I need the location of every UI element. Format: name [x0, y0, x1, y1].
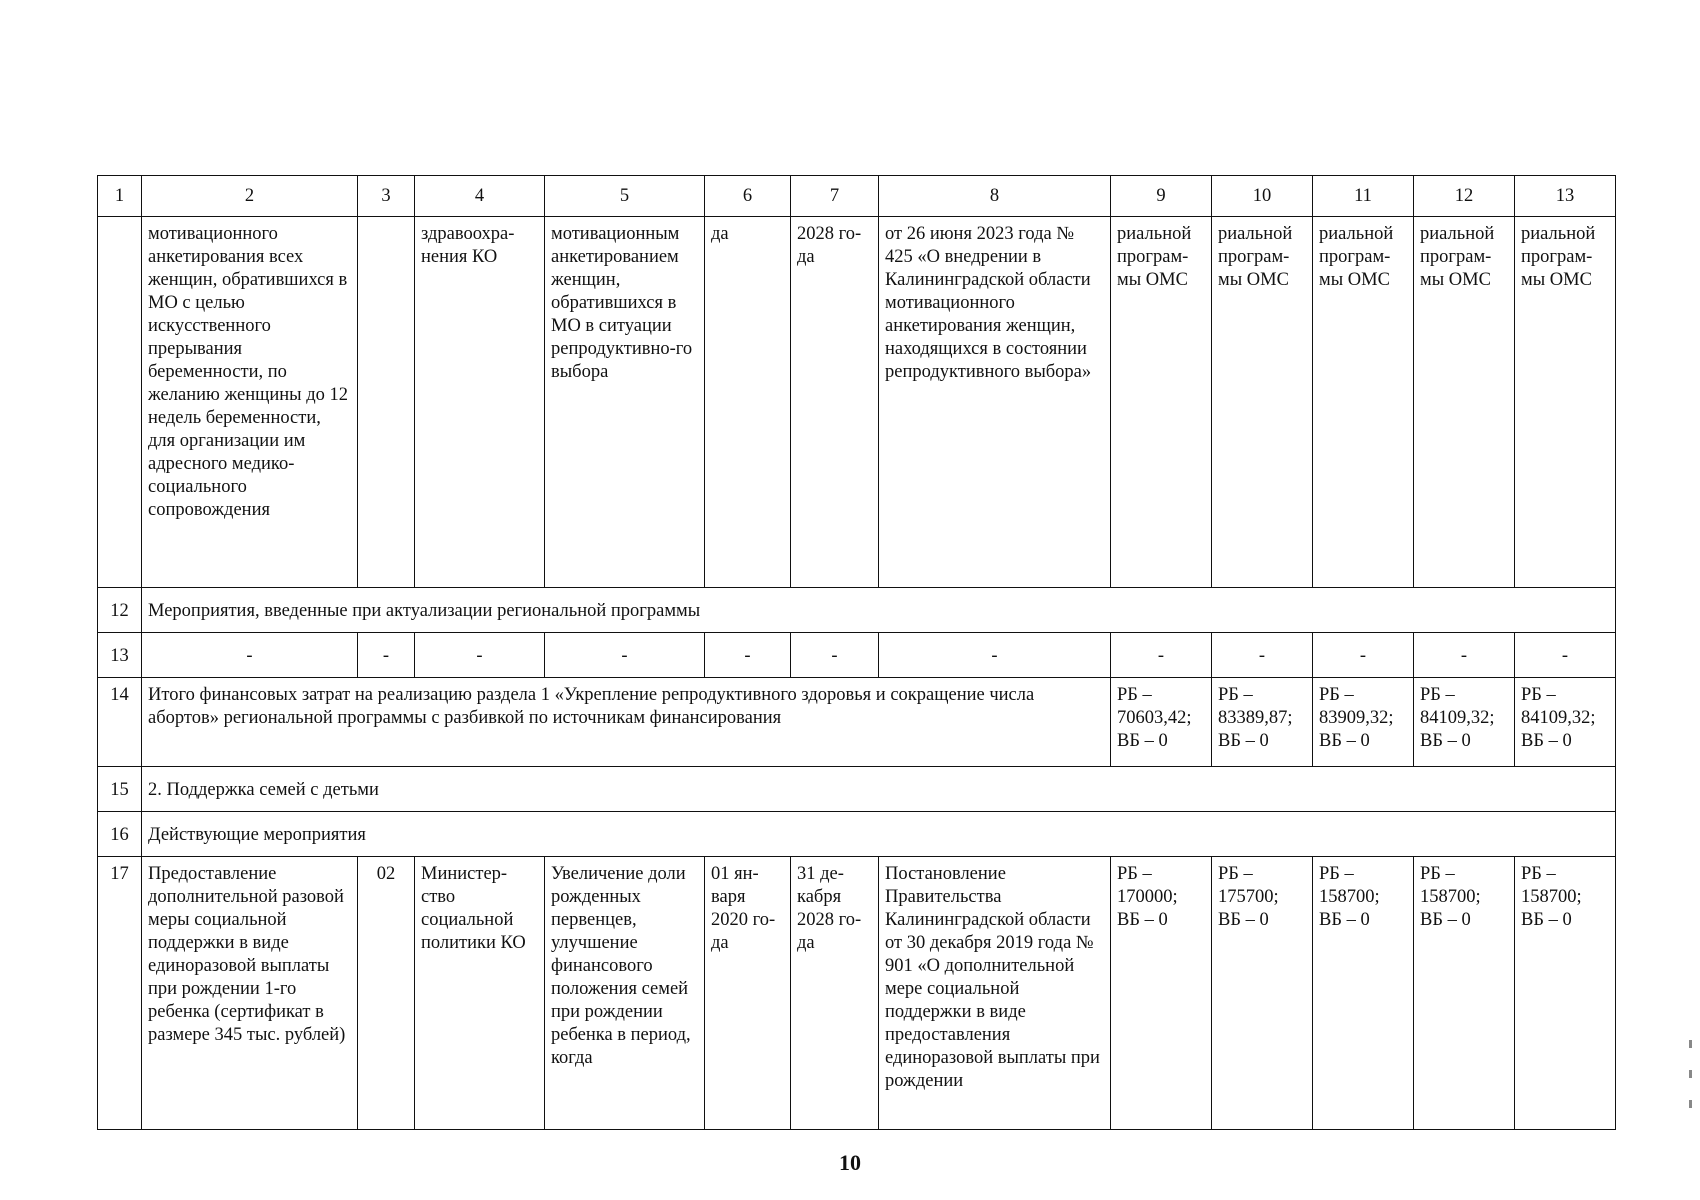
row-number-cell: 16 — [98, 812, 142, 857]
dash-cell: - — [358, 633, 415, 678]
funding-cell-13: риальной програм-мы ОМС — [1515, 217, 1616, 588]
funding-cell-10: риальной програм-мы ОМС — [1212, 217, 1313, 588]
row-number-cell: 14 — [98, 678, 142, 767]
funding-cell-13: РБ – 84109,32; ВБ – 0 — [1515, 678, 1616, 767]
code-cell — [358, 217, 415, 588]
scan-edge-mark — [1689, 1070, 1692, 1078]
end-cell: 2028 го-да — [791, 217, 879, 588]
table-row — [98, 812, 1616, 857]
table-row — [98, 678, 1616, 767]
funding-cell-12: РБ – 158700; ВБ – 0 — [1414, 857, 1515, 1130]
dash-cell: - — [705, 633, 791, 678]
row-number-cell — [98, 217, 142, 588]
header-cell-8: 8 — [879, 176, 1111, 217]
legal-act-cell: от 26 июня 2023 года № 425 «О внедрении в Калининградской области мотивационного анкетирования женщин, находящихся в состоянии репродуктивного выбора» — [879, 217, 1111, 588]
dash-cell: - — [1313, 633, 1414, 678]
table-row — [98, 217, 1616, 588]
header-cell-10: 10 — [1212, 176, 1313, 217]
header-cell-12: 12 — [1414, 176, 1515, 217]
row-number-cell: 12 — [98, 588, 142, 633]
header-cell-11: 11 — [1313, 176, 1414, 217]
executor-cell: здравоохра-нения КО — [415, 217, 545, 588]
start-cell: 01 ян-варя 2020 го-да — [705, 857, 791, 1130]
dash-cell: - — [791, 633, 879, 678]
dash-cell: - — [415, 633, 545, 678]
result-cell: мотивационным анкетированием женщин, обратившихся в МО в ситуации репродуктивно-го выбора — [545, 217, 705, 588]
funding-cell-10: РБ – 175700; ВБ – 0 — [1212, 857, 1313, 1130]
header-row — [98, 176, 1616, 217]
dash-cell: - — [1212, 633, 1313, 678]
scan-edge-mark — [1689, 1040, 1692, 1048]
end-cell: 31 де-кабря 2028 го-да — [791, 857, 879, 1130]
section-heading: Мероприятия, введенные при актуализации региональной программы — [142, 588, 1616, 633]
result-cell: Увеличение доли рожденных первенцев, улучшение финансового положения семей при рождении ребенка в период, когда — [545, 857, 705, 1130]
dash-cell: - — [1414, 633, 1515, 678]
dash-cell: - — [879, 633, 1111, 678]
funding-cell-9: РБ – 70603,42; ВБ – 0 — [1111, 678, 1212, 767]
page-number: 10 — [839, 1150, 861, 1175]
activity-cell: Предоставление дополнительной разовой меры социальной поддержки в виде единоразовой выплаты при рождении 1-го ребенка (сертификат в размере 345 тыс. рублей) — [142, 857, 358, 1130]
legal-act-cell: Постановление Правительства Калининградской области от 30 декабря 2019 года № 901 «О дополнительной мере социальной поддержки в виде предоставления единоразовой выплаты при рождении — [879, 857, 1111, 1130]
header-cell-9: 9 — [1111, 176, 1212, 217]
section-heading: Действующие мероприятия — [142, 812, 1616, 857]
funding-cell-12: РБ – 84109,32; ВБ – 0 — [1414, 678, 1515, 767]
dash-cell: - — [142, 633, 358, 678]
header-cell-3: 3 — [358, 176, 415, 217]
start-cell: да — [705, 217, 791, 588]
header-cell-6: 6 — [705, 176, 791, 217]
scan-edge-mark — [1689, 1100, 1692, 1108]
table-row — [98, 588, 1616, 633]
funding-cell-11: риальной програм-мы ОМС — [1313, 217, 1414, 588]
row-number-cell: 15 — [98, 767, 142, 812]
code-cell: 02 — [358, 857, 415, 1130]
dash-cell: - — [545, 633, 705, 678]
row-number-cell: 13 — [98, 633, 142, 678]
funding-cell-9: РБ – 170000; ВБ – 0 — [1111, 857, 1212, 1130]
header-cell-13: 13 — [1515, 176, 1616, 217]
program-table — [97, 175, 1616, 1130]
funding-cell-11: РБ – 158700; ВБ – 0 — [1313, 857, 1414, 1130]
table-row — [98, 633, 1616, 678]
activity-cell: мотивационного анкетирования всех женщин, обратившихся в МО с целью искусственного прерывания беременности, по желанию женщины до 12 недель беременности, для организации им адресного медико-социального сопровождения — [142, 217, 358, 588]
dash-cell: - — [1111, 633, 1212, 678]
funding-cell-12: риальной програм-мы ОМС — [1414, 217, 1515, 588]
table-row — [98, 857, 1616, 1130]
header-cell-7: 7 — [791, 176, 879, 217]
funding-cell-13: РБ – 158700; ВБ – 0 — [1515, 857, 1616, 1130]
header-cell-2: 2 — [142, 176, 358, 217]
total-label-cell: Итого финансовых затрат на реализацию раздела 1 «Укрепление репродуктивного здоровья и сокращение числа абортов» региональной программы с разбивкой по источникам финансирования — [142, 678, 1111, 767]
header-cell-4: 4 — [415, 176, 545, 217]
funding-cell-10: РБ – 83389,87; ВБ – 0 — [1212, 678, 1313, 767]
table-row — [98, 767, 1616, 812]
header-cell-5: 5 — [545, 176, 705, 217]
funding-cell-9: риальной програм-мы ОМС — [1111, 217, 1212, 588]
section-heading: 2. Поддержка семей с детьми — [142, 767, 1616, 812]
executor-cell: Министер-ство социальной политики КО — [415, 857, 545, 1130]
funding-cell-11: РБ – 83909,32; ВБ – 0 — [1313, 678, 1414, 767]
header-cell-1: 1 — [98, 176, 142, 217]
row-number-cell: 17 — [98, 857, 142, 1130]
dash-cell: - — [1515, 633, 1616, 678]
